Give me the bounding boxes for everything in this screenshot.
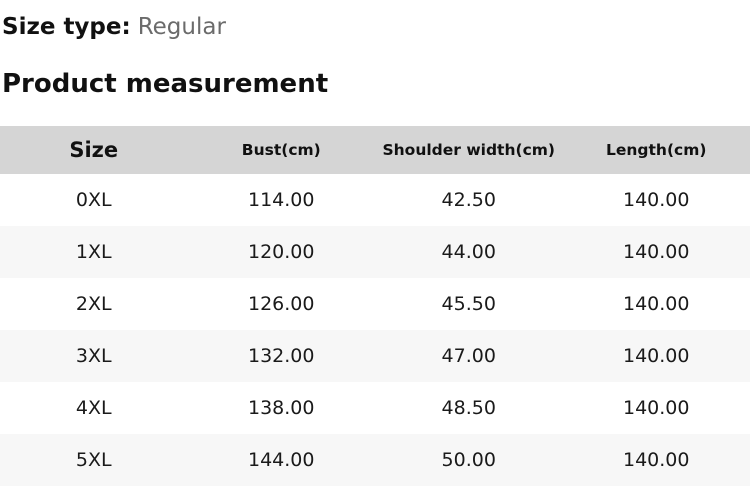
cell-length: 140.00 <box>623 345 690 367</box>
size-type-value: Regular <box>137 14 226 40</box>
column-header-size: Size <box>69 138 119 162</box>
cell-length: 140.00 <box>623 293 690 315</box>
table-header-row <box>0 126 750 174</box>
column-header-shoulder: Shoulder width(cm) <box>382 141 556 159</box>
cell-bust: 120.00 <box>248 241 315 263</box>
cell-size: 1XL <box>75 241 112 263</box>
cell-shoulder: 47.00 <box>441 345 496 367</box>
size-type-label: Size type: <box>2 14 131 40</box>
cell-length: 140.00 <box>623 397 690 419</box>
cell-shoulder: 45.50 <box>441 293 496 315</box>
cell-bust: 126.00 <box>248 293 315 315</box>
section-title: Product measurement <box>2 69 329 99</box>
cell-shoulder: 48.50 <box>441 397 496 419</box>
cell-size: 5XL <box>75 449 112 471</box>
cell-length: 140.00 <box>623 189 690 211</box>
table-row <box>0 226 750 278</box>
table-row <box>0 174 750 226</box>
cell-bust: 138.00 <box>248 397 315 419</box>
cell-shoulder: 42.50 <box>441 189 496 211</box>
cell-shoulder: 44.00 <box>441 241 496 263</box>
cell-size: 3XL <box>75 345 112 367</box>
column-header-length: Length(cm) <box>606 141 707 159</box>
cell-size: 4XL <box>75 397 112 419</box>
cell-shoulder: 50.00 <box>441 449 496 471</box>
column-header-bust: Bust(cm) <box>241 141 321 159</box>
cell-size: 2XL <box>75 293 112 315</box>
cell-length: 140.00 <box>623 241 690 263</box>
measurement-table <box>0 126 750 486</box>
cell-length: 140.00 <box>623 449 690 471</box>
table-row <box>0 434 750 486</box>
cell-bust: 144.00 <box>248 449 315 471</box>
cell-bust: 114.00 <box>248 189 315 211</box>
table-row <box>0 382 750 434</box>
cell-size: 0XL <box>75 189 112 211</box>
table-row <box>0 278 750 330</box>
cell-bust: 132.00 <box>248 345 315 367</box>
size-type-line <box>0 0 750 43</box>
table-row <box>0 330 750 382</box>
